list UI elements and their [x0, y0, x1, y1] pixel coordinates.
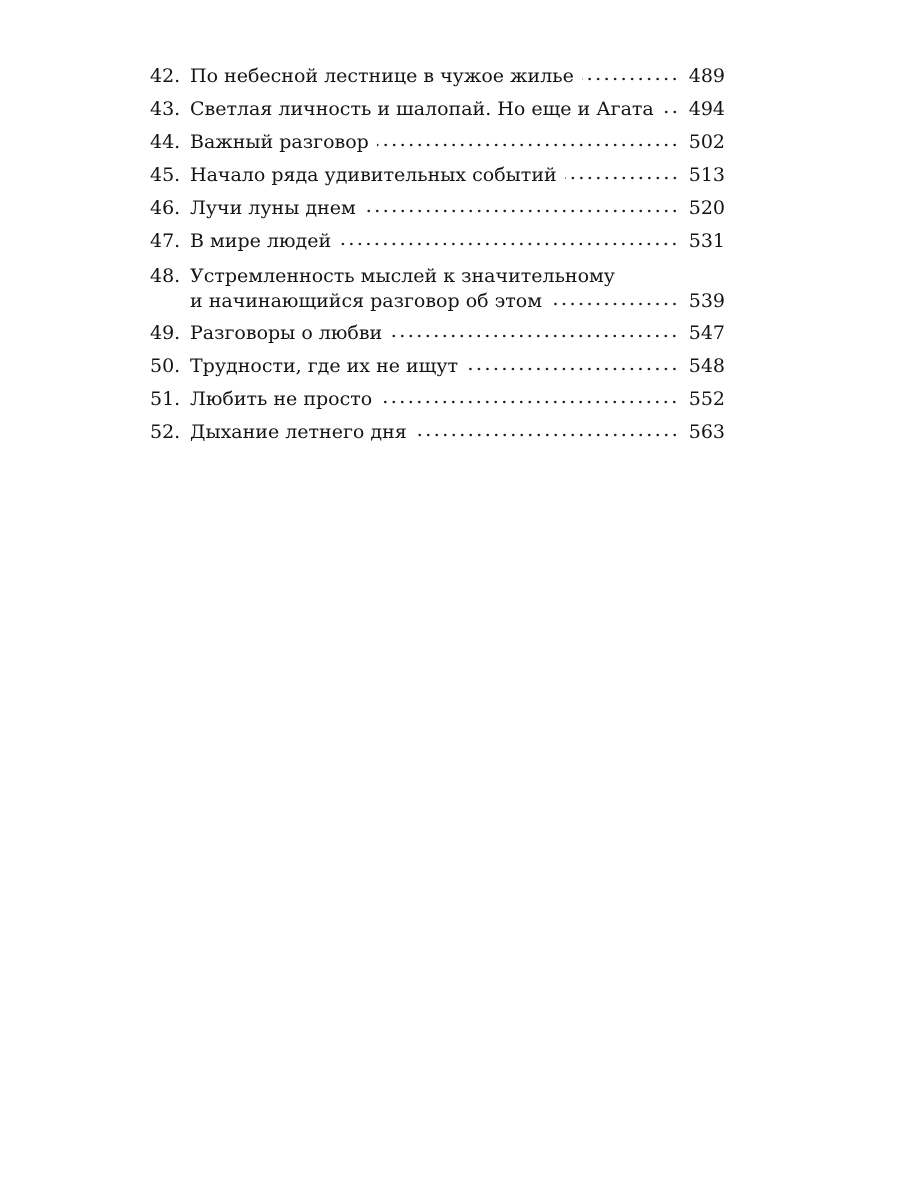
toc-entry-page: 531 — [688, 230, 725, 252]
toc-entry-title: Любить не просто — [190, 388, 373, 410]
toc-entry-title: Дыхание летнего дня — [190, 421, 407, 443]
toc-entry-page: 489 — [688, 65, 725, 87]
toc-entry-number: 48. — [150, 265, 181, 287]
dot-leader — [565, 162, 679, 181]
toc-entry-title: Важный разговор — [190, 131, 369, 153]
dot-leader — [550, 288, 679, 307]
toc-entry — [150, 225, 725, 258]
toc-entry — [150, 383, 725, 416]
toc-entry-title: Трудности, где их не ищут — [190, 355, 459, 377]
toc-entry — [150, 350, 725, 383]
toc-entry-page: 513 — [688, 164, 725, 186]
toc-entry-number: 45. — [150, 164, 181, 186]
toc-entry-number: 46. — [150, 197, 181, 219]
toc-entry-title: Лучи луны днем — [190, 197, 356, 219]
toc-entry — [150, 60, 725, 93]
dot-leader — [662, 96, 679, 115]
toc-entry-title-line-2: и начинающийся разговор об этом — [190, 290, 542, 312]
dot-leader — [390, 320, 679, 339]
toc-entry — [150, 258, 725, 317]
toc-entry — [150, 317, 725, 350]
dot-leader — [377, 129, 679, 148]
toc-entry-title-line-1: Устремленность мыслей к значительному — [190, 265, 615, 287]
toc-entry-page: 548 — [688, 355, 725, 377]
toc-entry-title: По небесной лестнице в чужое жилье — [190, 65, 574, 87]
table-of-contents — [150, 60, 725, 449]
toc-entry-page: 552 — [688, 388, 725, 410]
toc-entry-page: 563 — [688, 421, 725, 443]
toc-entry-number: 43. — [150, 98, 181, 120]
toc-entry-title: Светлая личность и шалопай. Но еще и Агата — [190, 98, 654, 120]
toc-entry-number: 42. — [150, 65, 181, 87]
toc-entry-title: Начало ряда удивительных событий — [190, 164, 557, 186]
toc-entry-number: 49. — [150, 322, 181, 344]
toc-entry-title: Разговоры о любви — [190, 322, 383, 344]
toc-entry — [150, 159, 725, 192]
dot-leader — [466, 353, 679, 372]
toc-entry-page: 547 — [688, 322, 725, 344]
toc-entry-title: В мире людей — [190, 230, 332, 252]
toc-entry-number: 47. — [150, 230, 181, 252]
toc-entry-page: 539 — [688, 290, 725, 312]
dot-leader — [339, 228, 679, 247]
dot-leader — [364, 195, 679, 214]
toc-entry — [150, 93, 725, 126]
toc-entry-page: 494 — [688, 98, 725, 120]
toc-entry — [150, 416, 725, 449]
toc-entry-page: 502 — [688, 131, 725, 153]
dot-leader — [415, 419, 679, 438]
toc-entry — [150, 126, 725, 159]
toc-entry-number: 44. — [150, 131, 181, 153]
toc-entry — [150, 192, 725, 225]
toc-entry-number: 52. — [150, 421, 181, 443]
toc-entry-number: 51. — [150, 388, 181, 410]
dot-leader — [380, 386, 679, 405]
dot-leader — [582, 63, 679, 82]
toc-entry-page: 520 — [688, 197, 725, 219]
toc-entry-number: 50. — [150, 355, 181, 377]
